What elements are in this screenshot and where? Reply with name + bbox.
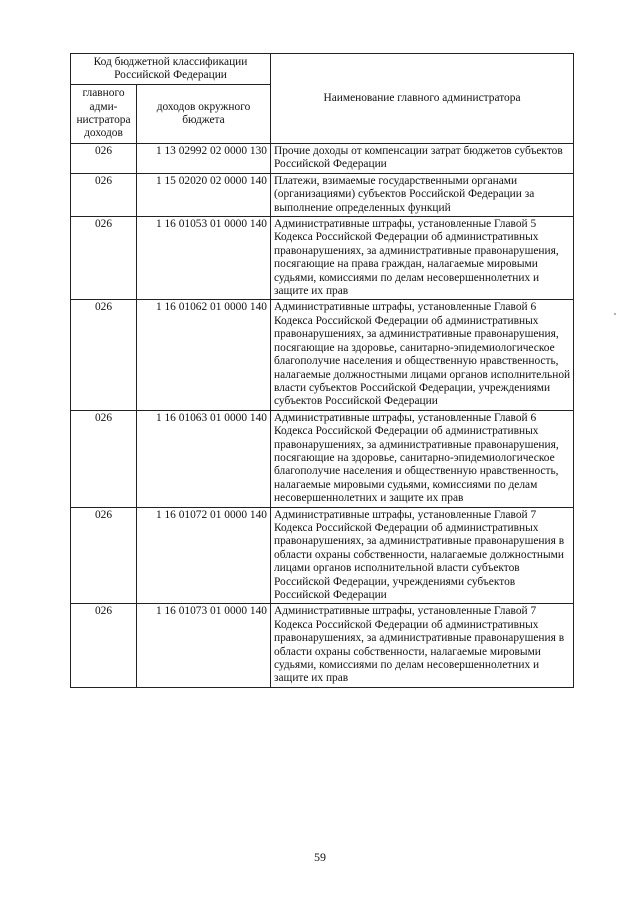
table-body bbox=[71, 54, 574, 144]
scan-speck bbox=[614, 313, 616, 315]
table-row bbox=[71, 217, 574, 300]
header-admin-cell: главного адми-нистратора доходов bbox=[71, 85, 137, 144]
table-row bbox=[71, 144, 574, 174]
budget-code-cell: 1 16 01072 01 0000 140 bbox=[137, 507, 271, 604]
table-row bbox=[71, 173, 574, 216]
budget-code-cell: 1 16 01062 01 0000 140 bbox=[137, 300, 271, 410]
admin-code-cell: 026 bbox=[71, 144, 137, 174]
administrator-name-cell: Прочие доходы от компенсации затрат бюджетов субъектов Российской Федерации bbox=[271, 144, 574, 174]
table-row bbox=[71, 300, 574, 410]
admin-code-cell: 026 bbox=[71, 300, 137, 410]
administrator-name-cell: Административные штрафы, установленные Главой 6 Кодекса Российской Федерации об административных правонарушениях, за административные правонарушения, посягающие на здоровье, санитарно-эпидемиологическое благополучие населения и общественную нравственность, налагаемые мировыми судьями, комиссиями по делам несовершеннолетних и защите их прав bbox=[271, 410, 574, 507]
admin-code-cell: 026 bbox=[71, 173, 137, 216]
budget-code-cell: 1 16 01073 01 0000 140 bbox=[137, 604, 271, 687]
page-number: 59 bbox=[314, 850, 326, 864]
header-group-cell: Код бюджетной классификации Российской Федерации bbox=[71, 54, 271, 85]
administrator-name-cell: Административные штрафы, установленные Главой 6 Кодекса Российской Федерации об административных правонарушениях, за административные правонарушения, посягающие на здоровье, санитарно-эпидемиологическое благополучие населения и общественную нравственность, налагаемые должностными лицами органов исполнительной власти субъектов Российской Федерации, учреждениями субъектов Российской Федерации bbox=[271, 300, 574, 410]
table-rows bbox=[71, 144, 574, 688]
header-income-cell: доходов окружного бюджета bbox=[137, 85, 271, 144]
header-name-cell: Наименование главного администратора bbox=[271, 54, 574, 144]
admin-code-cell: 026 bbox=[71, 410, 137, 507]
budget-code-cell: 1 16 01053 01 0000 140 bbox=[137, 217, 271, 300]
administrator-name-cell: Административные штрафы, установленные Главой 5 Кодекса Российской Федерации об административных правонарушениях, за административные правонарушения, посягающие на права граждан, налагаемые мировыми судьями, комиссиями по делам несовершеннолетних и защите их прав bbox=[271, 217, 574, 300]
budget-code-cell: 1 13 02992 02 0000 130 bbox=[137, 144, 271, 174]
administrator-name-cell: Платежи, взимаемые государственными органами (организациями) субъектов Российской Федерации за выполнение определенных функций bbox=[271, 173, 574, 216]
administrator-name-cell: Административные штрафы, установленные Главой 7 Кодекса Российской Федерации об административных правонарушениях, за административные правонарушения в области охраны собственности, налагаемые должностными лицами органов исполнительной власти субъектов Российской Федерации, учреждениями субъектов Российской Федерации bbox=[271, 507, 574, 604]
table-row bbox=[71, 410, 574, 507]
budget-classification-table bbox=[70, 53, 574, 688]
budget-code-cell: 1 16 01063 01 0000 140 bbox=[137, 410, 271, 507]
table-row bbox=[71, 507, 574, 604]
header-row-group bbox=[71, 54, 574, 85]
budget-code-cell: 1 15 02020 02 0000 140 bbox=[137, 173, 271, 216]
table-row bbox=[71, 604, 574, 687]
admin-code-cell: 026 bbox=[71, 507, 137, 604]
admin-code-cell: 026 bbox=[71, 604, 137, 687]
administrator-name-cell: Административные штрафы, установленные Главой 7 Кодекса Российской Федерации об административных правонарушениях, за административные правонарушения в области охраны собственности, налагаемые мировыми судьями, комиссиями по делам несовершеннолетних и защите их прав bbox=[271, 604, 574, 687]
admin-code-cell: 026 bbox=[71, 217, 137, 300]
